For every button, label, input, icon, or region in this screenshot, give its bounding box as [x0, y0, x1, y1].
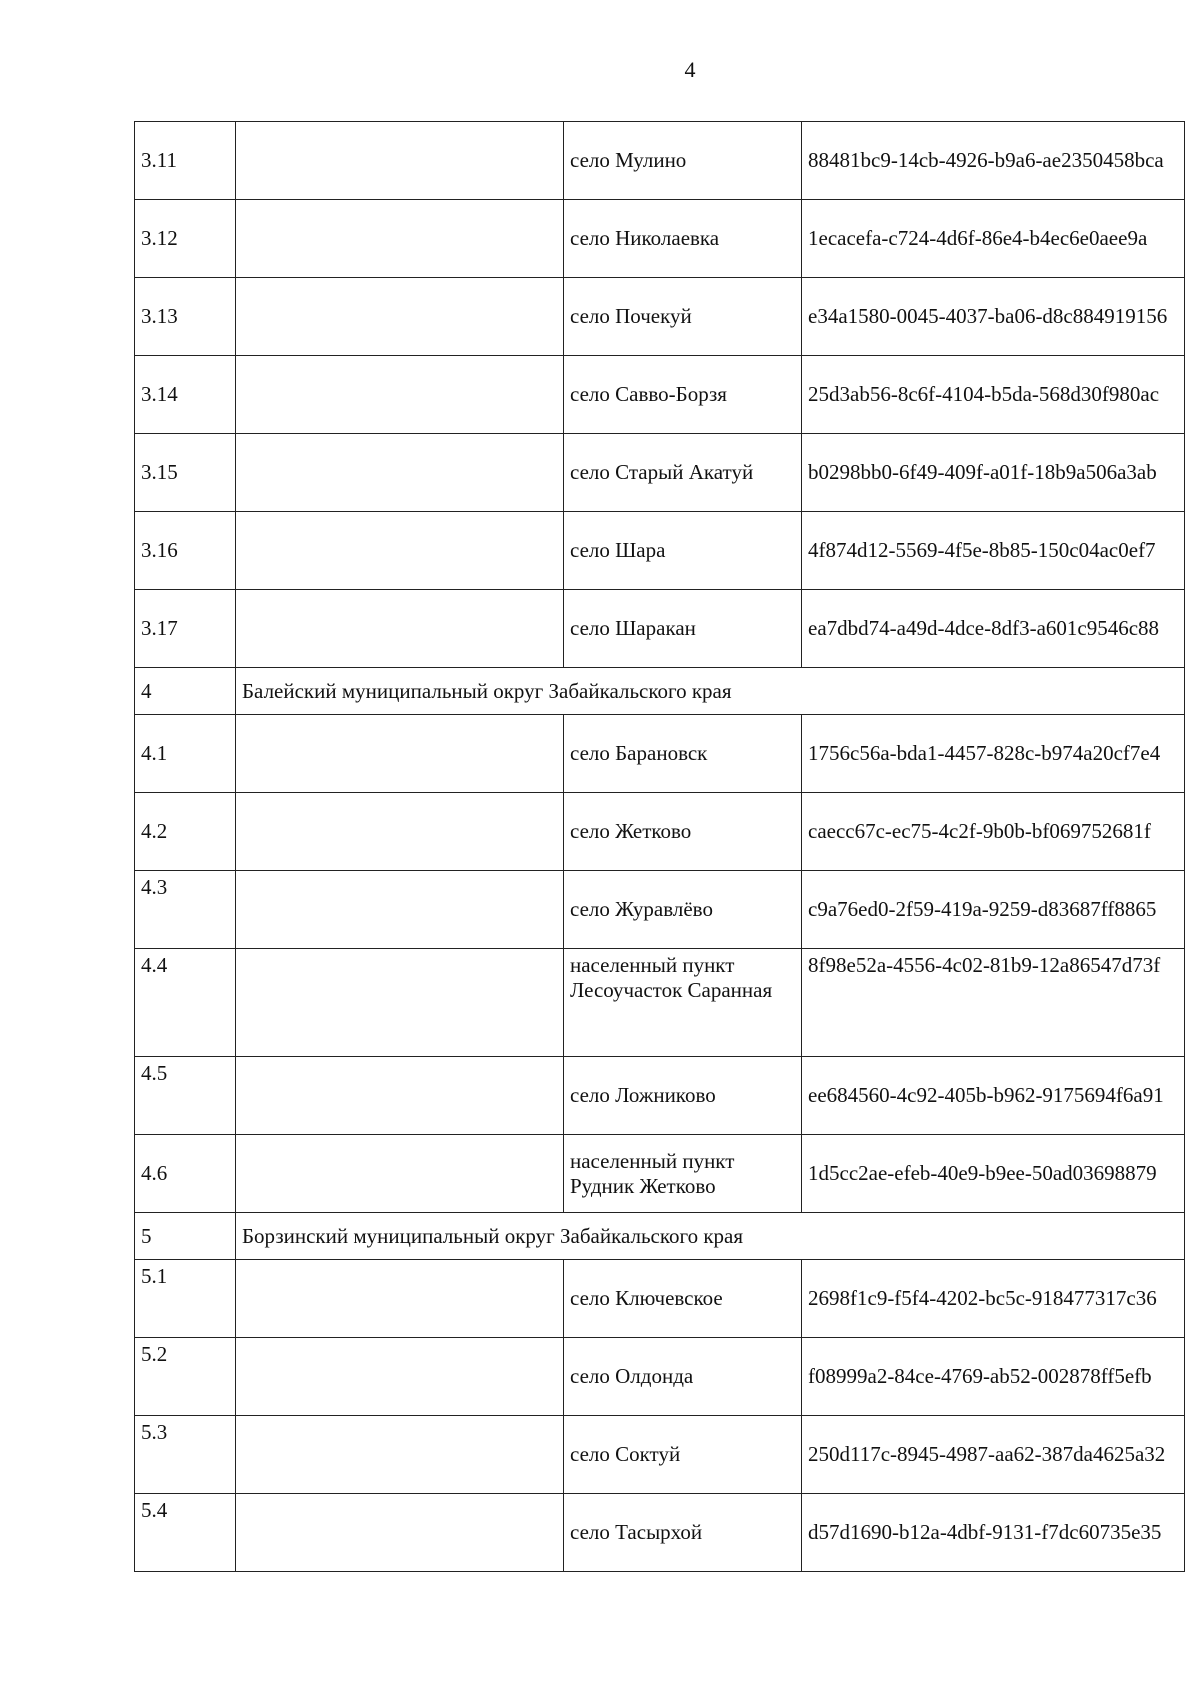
row-number: 3.16 — [135, 512, 236, 590]
region-cell — [236, 949, 564, 1057]
section-number: 4 — [135, 668, 236, 715]
region-cell — [236, 1416, 564, 1494]
table-row — [135, 434, 1185, 512]
region-cell — [236, 715, 564, 793]
settlement-guid: 8f98e52a-4556-4c02-81b9-12a86547d73f — [802, 949, 1185, 1057]
region-cell — [236, 434, 564, 512]
section-number: 5 — [135, 1213, 236, 1260]
settlement-name: село Старый Акатуй — [564, 434, 802, 512]
settlement-name: село Шаракан — [564, 590, 802, 668]
region-cell — [236, 200, 564, 278]
region-cell — [236, 590, 564, 668]
settlement-name: село Савво-Борзя — [564, 356, 802, 434]
region-cell — [236, 278, 564, 356]
settlement-guid: ea7dbd74-a49d-4dce-8df3-a601c9546c88 — [802, 590, 1185, 668]
settlement-name: село Ключевское — [564, 1260, 802, 1338]
row-number: 3.12 — [135, 200, 236, 278]
settlement-guid: 4f874d12-5569-4f5e-8b85-150c04ac0ef7 — [802, 512, 1185, 590]
table-row — [135, 1260, 1185, 1338]
section-title: Балейский муниципальный округ Забайкальского края — [236, 668, 1185, 715]
settlement-guid: 1ecacefa-c724-4d6f-86e4-b4ec6e0aee9a — [802, 200, 1185, 278]
settlement-guid: b0298bb0-6f49-409f-a01f-18b9a506a3ab — [802, 434, 1185, 512]
settlement-name: село Олдонда — [564, 1338, 802, 1416]
settlement-name: село Ложниково — [564, 1057, 802, 1135]
settlement-guid: f08999a2-84ce-4769-ab52-002878ff5efb — [802, 1338, 1185, 1416]
region-cell — [236, 1494, 564, 1572]
region-cell — [236, 793, 564, 871]
table-row — [135, 1135, 1185, 1213]
settlement-guid: 25d3ab56-8c6f-4104-b5da-568d30f980ac — [802, 356, 1185, 434]
table-row — [135, 793, 1185, 871]
table-row — [135, 1494, 1185, 1572]
table-row — [135, 1338, 1185, 1416]
row-number: 5.2 — [135, 1338, 236, 1416]
table-row — [135, 871, 1185, 949]
row-number: 4.1 — [135, 715, 236, 793]
region-cell — [236, 1057, 564, 1135]
settlement-name: село Почекуй — [564, 278, 802, 356]
settlement-guid: 250d117c-8945-4987-aa62-387da4625a32 — [802, 1416, 1185, 1494]
settlement-guid: ee684560-4c92-405b-b962-9175694f6a91 — [802, 1057, 1185, 1135]
table-row — [135, 715, 1185, 793]
row-number: 5.4 — [135, 1494, 236, 1572]
table-row — [135, 512, 1185, 590]
region-cell — [236, 1338, 564, 1416]
row-number: 4.3 — [135, 871, 236, 949]
settlement-name: село Журавлёво — [564, 871, 802, 949]
region-cell — [236, 122, 564, 200]
table-row — [135, 122, 1185, 200]
settlement-guid: 88481bc9-14cb-4926-b9a6-ae2350458bca — [802, 122, 1185, 200]
settlement-guid: 1d5cc2ae-efeb-40e9-b9ee-50ad03698879 — [802, 1135, 1185, 1213]
page-number: 4 — [684, 57, 696, 82]
settlement-name: село Соктуй — [564, 1416, 802, 1494]
settlement-guid: 1756c56a-bda1-4457-828c-b974a20cf7e4 — [802, 715, 1185, 793]
settlement-name: село Мулино — [564, 122, 802, 200]
settlements-table — [134, 121, 1185, 1572]
settlement-name: село Жетково — [564, 793, 802, 871]
region-cell — [236, 1135, 564, 1213]
settlement-guid: caecc67c-ec75-4c2f-9b0b-bf069752681f — [802, 793, 1185, 871]
settlement-name: село Шара — [564, 512, 802, 590]
row-number: 4.4 — [135, 949, 236, 1057]
settlement-name: село Барановск — [564, 715, 802, 793]
region-cell — [236, 512, 564, 590]
settlement-guid: 2698f1c9-f5f4-4202-bc5c-918477317c36 — [802, 1260, 1185, 1338]
row-number: 3.17 — [135, 590, 236, 668]
table-row — [135, 1057, 1185, 1135]
table-row — [135, 1416, 1185, 1494]
row-number: 3.14 — [135, 356, 236, 434]
table-row — [135, 949, 1185, 1057]
table-row — [135, 278, 1185, 356]
table-row — [135, 200, 1185, 278]
table-body — [135, 122, 1185, 1572]
row-number: 3.13 — [135, 278, 236, 356]
settlement-guid: c9a76ed0-2f59-419a-9259-d83687ff8865 — [802, 871, 1185, 949]
row-number: 4.5 — [135, 1057, 236, 1135]
table-row — [135, 356, 1185, 434]
row-number: 4.2 — [135, 793, 236, 871]
row-number: 3.15 — [135, 434, 236, 512]
region-cell — [236, 871, 564, 949]
settlement-name: населенный пункт Рудник Жетково — [564, 1135, 802, 1213]
section-row — [135, 1213, 1185, 1260]
settlement-name: село Николаевка — [564, 200, 802, 278]
row-number: 5.3 — [135, 1416, 236, 1494]
region-cell — [236, 1260, 564, 1338]
settlement-guid: d57d1690-b12a-4dbf-9131-f7dc60735e35 — [802, 1494, 1185, 1572]
row-number: 5.1 — [135, 1260, 236, 1338]
region-cell — [236, 356, 564, 434]
settlement-guid: e34a1580-0045-4037-ba06-d8c884919156 — [802, 278, 1185, 356]
settlement-name: село Тасырхой — [564, 1494, 802, 1572]
table-row — [135, 590, 1185, 668]
row-number: 4.6 — [135, 1135, 236, 1213]
section-title: Борзинский муниципальный округ Забайкальского края — [236, 1213, 1185, 1260]
settlement-name: населенный пункт Лесоучасток Саранная — [564, 949, 802, 1057]
row-number: 3.11 — [135, 122, 236, 200]
section-row — [135, 668, 1185, 715]
